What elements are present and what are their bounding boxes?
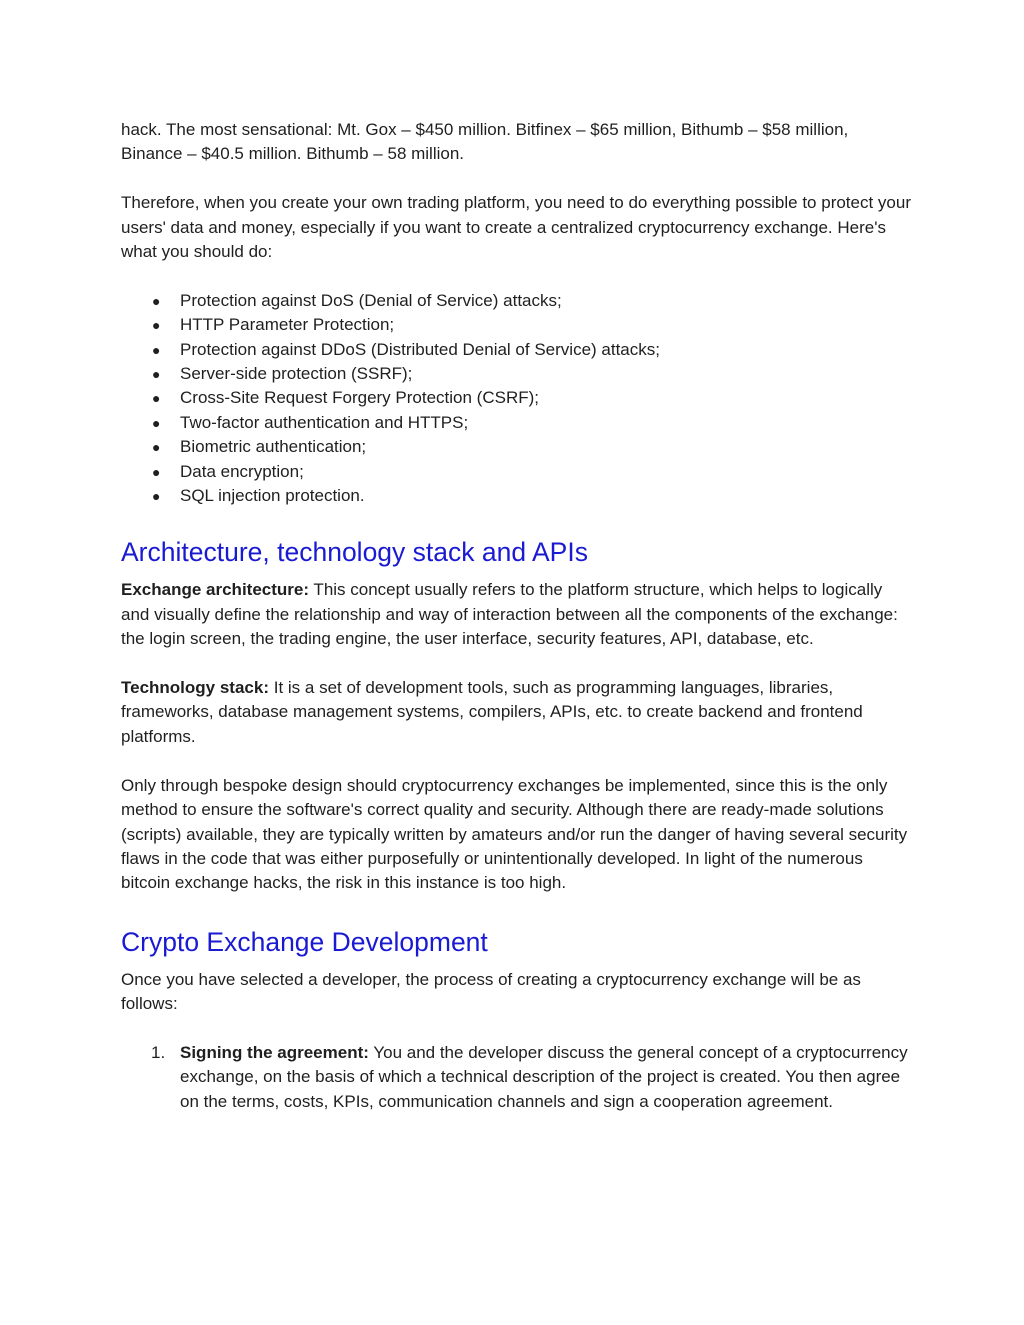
list-item: ● SQL injection protection. [121,484,911,508]
bullet-icon: ● [152,341,161,358]
bullet-icon: ● [152,414,161,431]
development-intro-paragraph: Once you have selected a developer, the process of creating a cryptocurrency exchange will be as follows: [121,969,861,1014]
development-heading: Crypto Exchange Development [121,926,488,957]
exchange-architecture-paragraph: Exchange architecture: This concept usually refers to the platform structure, which helps to logically and visually define the relationship and way of interaction between all the components of the exchange: the login screen, the trading engine, the user interface, security features, API, database, etc. [121,580,898,649]
exchange-architecture-term: Exchange architecture: [121,580,310,600]
document-page [121,118,911,1114]
list-item: ● Server-side protection (SSRF); [121,362,911,386]
bullet-icon: ● [152,366,161,383]
bullet-icon: ● [152,439,161,456]
bespoke-design-paragraph: Only through bespoke design should cryptocurrency exchanges be implemented, since this is the only method to ensure the software's correct quality and security. Although there are ready-made solutions (scripts) available, they are typically written by amateurs and/or run the danger of having several security flaws in the code that was either purposefully or unintentionally developed. In light of the numerous bitcoin exchange hacks, the risk in this instance is too high. [121,775,908,893]
development-steps-list [121,1041,911,1114]
list-item: ● HTTP Parameter Protection; [121,313,911,337]
intro-paragraph-1: hack. The most sensational: Mt. Gox – $450 million. Bitfinex – $65 million, Bithumb – $58 million, Binance – $40.5 million. Bithumb – 58 million. [121,120,849,164]
step-number: 1. [151,1042,166,1062]
technology-stack-term: Technology stack: [121,678,269,698]
list-item: ● Protection against DDoS (Distributed Denial of Service) attacks; [121,338,911,362]
list-item: ● Protection against DoS (Denial of Service) attacks; [121,289,911,313]
bullet-icon: ● [152,292,161,309]
bullet-icon: ● [152,390,161,407]
intro-paragraph-2: Therefore, when you create your own trading platform, you need to do everything possible to protect your users' data and money, especially if you want to create a centralized cryptocurrency exchange. Here's what you should do: [121,193,912,262]
step-term: Signing the agreement: [180,1042,369,1062]
bullet-icon: ● [152,488,161,505]
list-item: 1. Signing the agreement: You and the developer discuss the general concept of a cryptocurrency exchange, on the basis of which a technical description of the project is created. You then agree on the terms, costs, KPIs, communication channels and sign a cooperation agreement. [151,1042,908,1111]
technology-stack-paragraph: Technology stack: It is a set of development tools, such as programming languages, libraries, frameworks, database management systems, compilers, APIs, etc. to create backend and frontend platforms. [121,678,863,746]
architecture-heading: Architecture, technology stack and APIs [121,537,588,568]
bullet-icon: ● [152,463,161,480]
bullet-icon: ● [152,317,161,334]
list-item: ● Cross-Site Request Forgery Protection (CSRF); [121,386,911,410]
list-item: ● Two-factor authentication and HTTPS; [121,411,911,435]
list-item: ● Biometric authentication; [121,435,911,459]
list-item: ● Data encryption; [121,460,911,484]
security-measures-list [121,289,911,509]
